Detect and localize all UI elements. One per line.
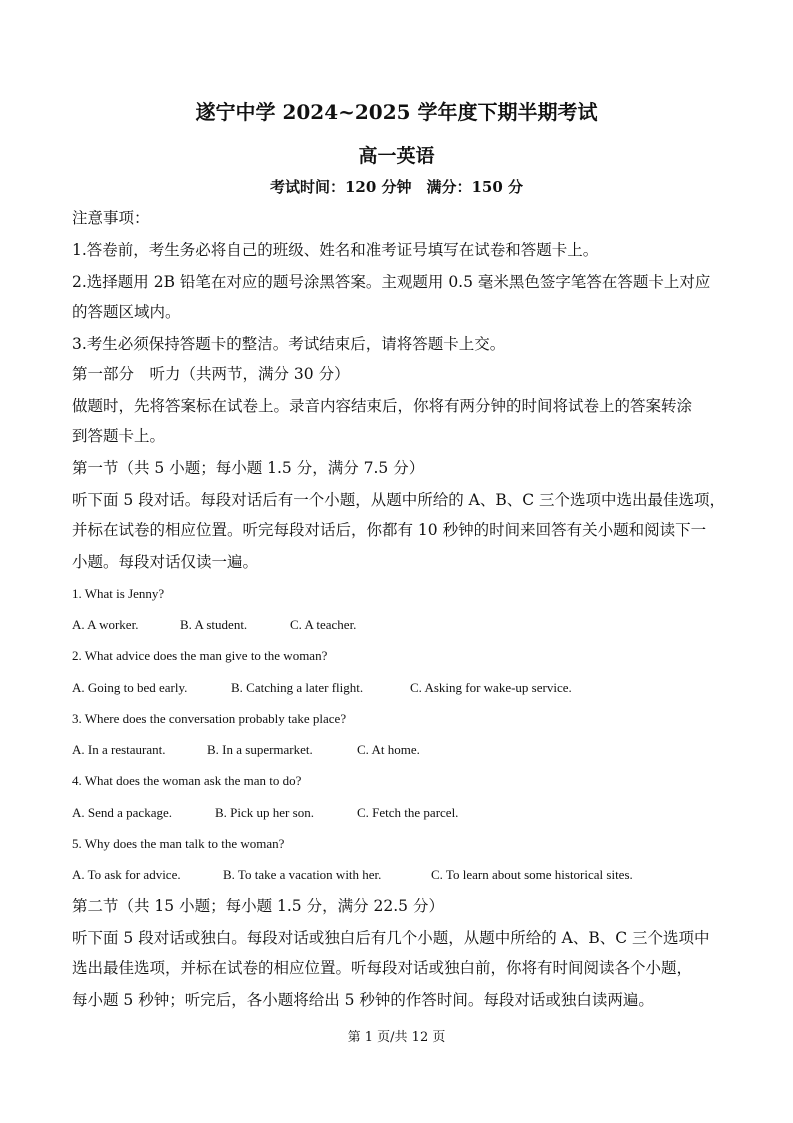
- section2-heading: 第二节（共 15 小题；每小题 1.5 分，满分 22.5 分）: [72, 897, 444, 915]
- question-option: C. At home.: [357, 742, 420, 757]
- notice-line: 3.考生必须保持答题卡的整洁。考试结束后，请将答题卡上交。: [72, 335, 506, 353]
- question-option: C. To learn about some historical sites.: [431, 867, 633, 882]
- question-option: A. A worker.: [72, 617, 139, 632]
- question-option: B. Catching a later flight.: [231, 680, 364, 695]
- page-number: 第 1 页/共 12 页: [347, 1030, 446, 1045]
- notice-line: 1.答卷前，考生务必将自己的班级、姓名和准考证号填写在试卷和答题卡上。: [72, 241, 599, 259]
- question-stem: 4. What does the woman ask the man to do?: [72, 773, 302, 788]
- question-option: C. Fetch the parcel.: [357, 805, 459, 820]
- exam-title: 遂宁中学 2024~2025 学年度下期半期考试: [195, 100, 598, 124]
- question-stem: 5. Why does the man talk to the woman?: [72, 836, 285, 851]
- section1-heading: 第一节（共 5 小题；每小题 1.5 分，满分 7.5 分）: [72, 459, 425, 477]
- exam-info: 考试时间：120 分钟 满分：150 分: [269, 178, 524, 196]
- notice-line: 2.选择题用 2B 铅笔在对应的题号涂黑答案。主观题用 0.5 毫米黑色签字笔答在答题卡上对应: [72, 273, 711, 291]
- question-option: A. To ask for advice.: [72, 867, 181, 882]
- part1-intro-line: 到答题卡上。: [72, 427, 166, 445]
- question-option: A. In a restaurant.: [72, 742, 166, 757]
- notice-heading: 注意事项：: [72, 209, 150, 227]
- part1-intro-line: 做题时，先将答案标在试卷上。录音内容结束后，你将有两分钟的时间将试卷上的答案转涂: [72, 397, 693, 415]
- question-option: A. Going to bed early.: [72, 680, 188, 695]
- question-stem: 2. What advice does the man give to the woman?: [72, 648, 328, 663]
- exam-subject: 高一英语: [358, 145, 435, 167]
- question-stem: 1. What is Jenny?: [72, 586, 165, 601]
- section2-intro-line: 每小题 5 秒钟；听完后，各小题将给出 5 秒钟的作答时间。每段对话或独白读两遍。: [72, 991, 654, 1009]
- section1-intro-line: 小题。每段对话仅读一遍。: [72, 553, 259, 571]
- section2-intro-line: 选出最佳选项，并标在试卷的相应位置。听每段对话或独白前，你将有时间阅读各个小题，: [72, 959, 693, 977]
- part1-heading: 第一部分 听力（共两节，满分 30 分）: [72, 365, 350, 383]
- question-option: C. Asking for wake-up service.: [410, 680, 572, 695]
- question-option: B. In a supermarket.: [207, 742, 313, 757]
- question-option: A. Send a package.: [72, 805, 172, 820]
- question-option: B. A student.: [180, 617, 248, 632]
- question-option: C. A teacher.: [290, 617, 357, 632]
- section1-intro-line: 听下面 5 段对话。每段对话后有一个小题，从题中所给的 A、B、C 三个选项中选出最佳选项，: [72, 491, 726, 509]
- section1-intro-line: 并标在试卷的相应位置。听完每段对话后，你都有 10 秒钟的时间来回答有关小题和阅读下一: [72, 521, 707, 539]
- notice-line: 的答题区域内。: [72, 303, 181, 321]
- question-option: B. Pick up her son.: [215, 805, 314, 820]
- question-stem: 3. Where does the conversation probably take place?: [72, 711, 347, 726]
- question-option: B. To take a vacation with her.: [223, 867, 382, 882]
- section2-intro-line: 听下面 5 段对话或独白。每段对话或独白后有几个小题，从题中所给的 A、B、C 三个选项中: [72, 929, 710, 947]
